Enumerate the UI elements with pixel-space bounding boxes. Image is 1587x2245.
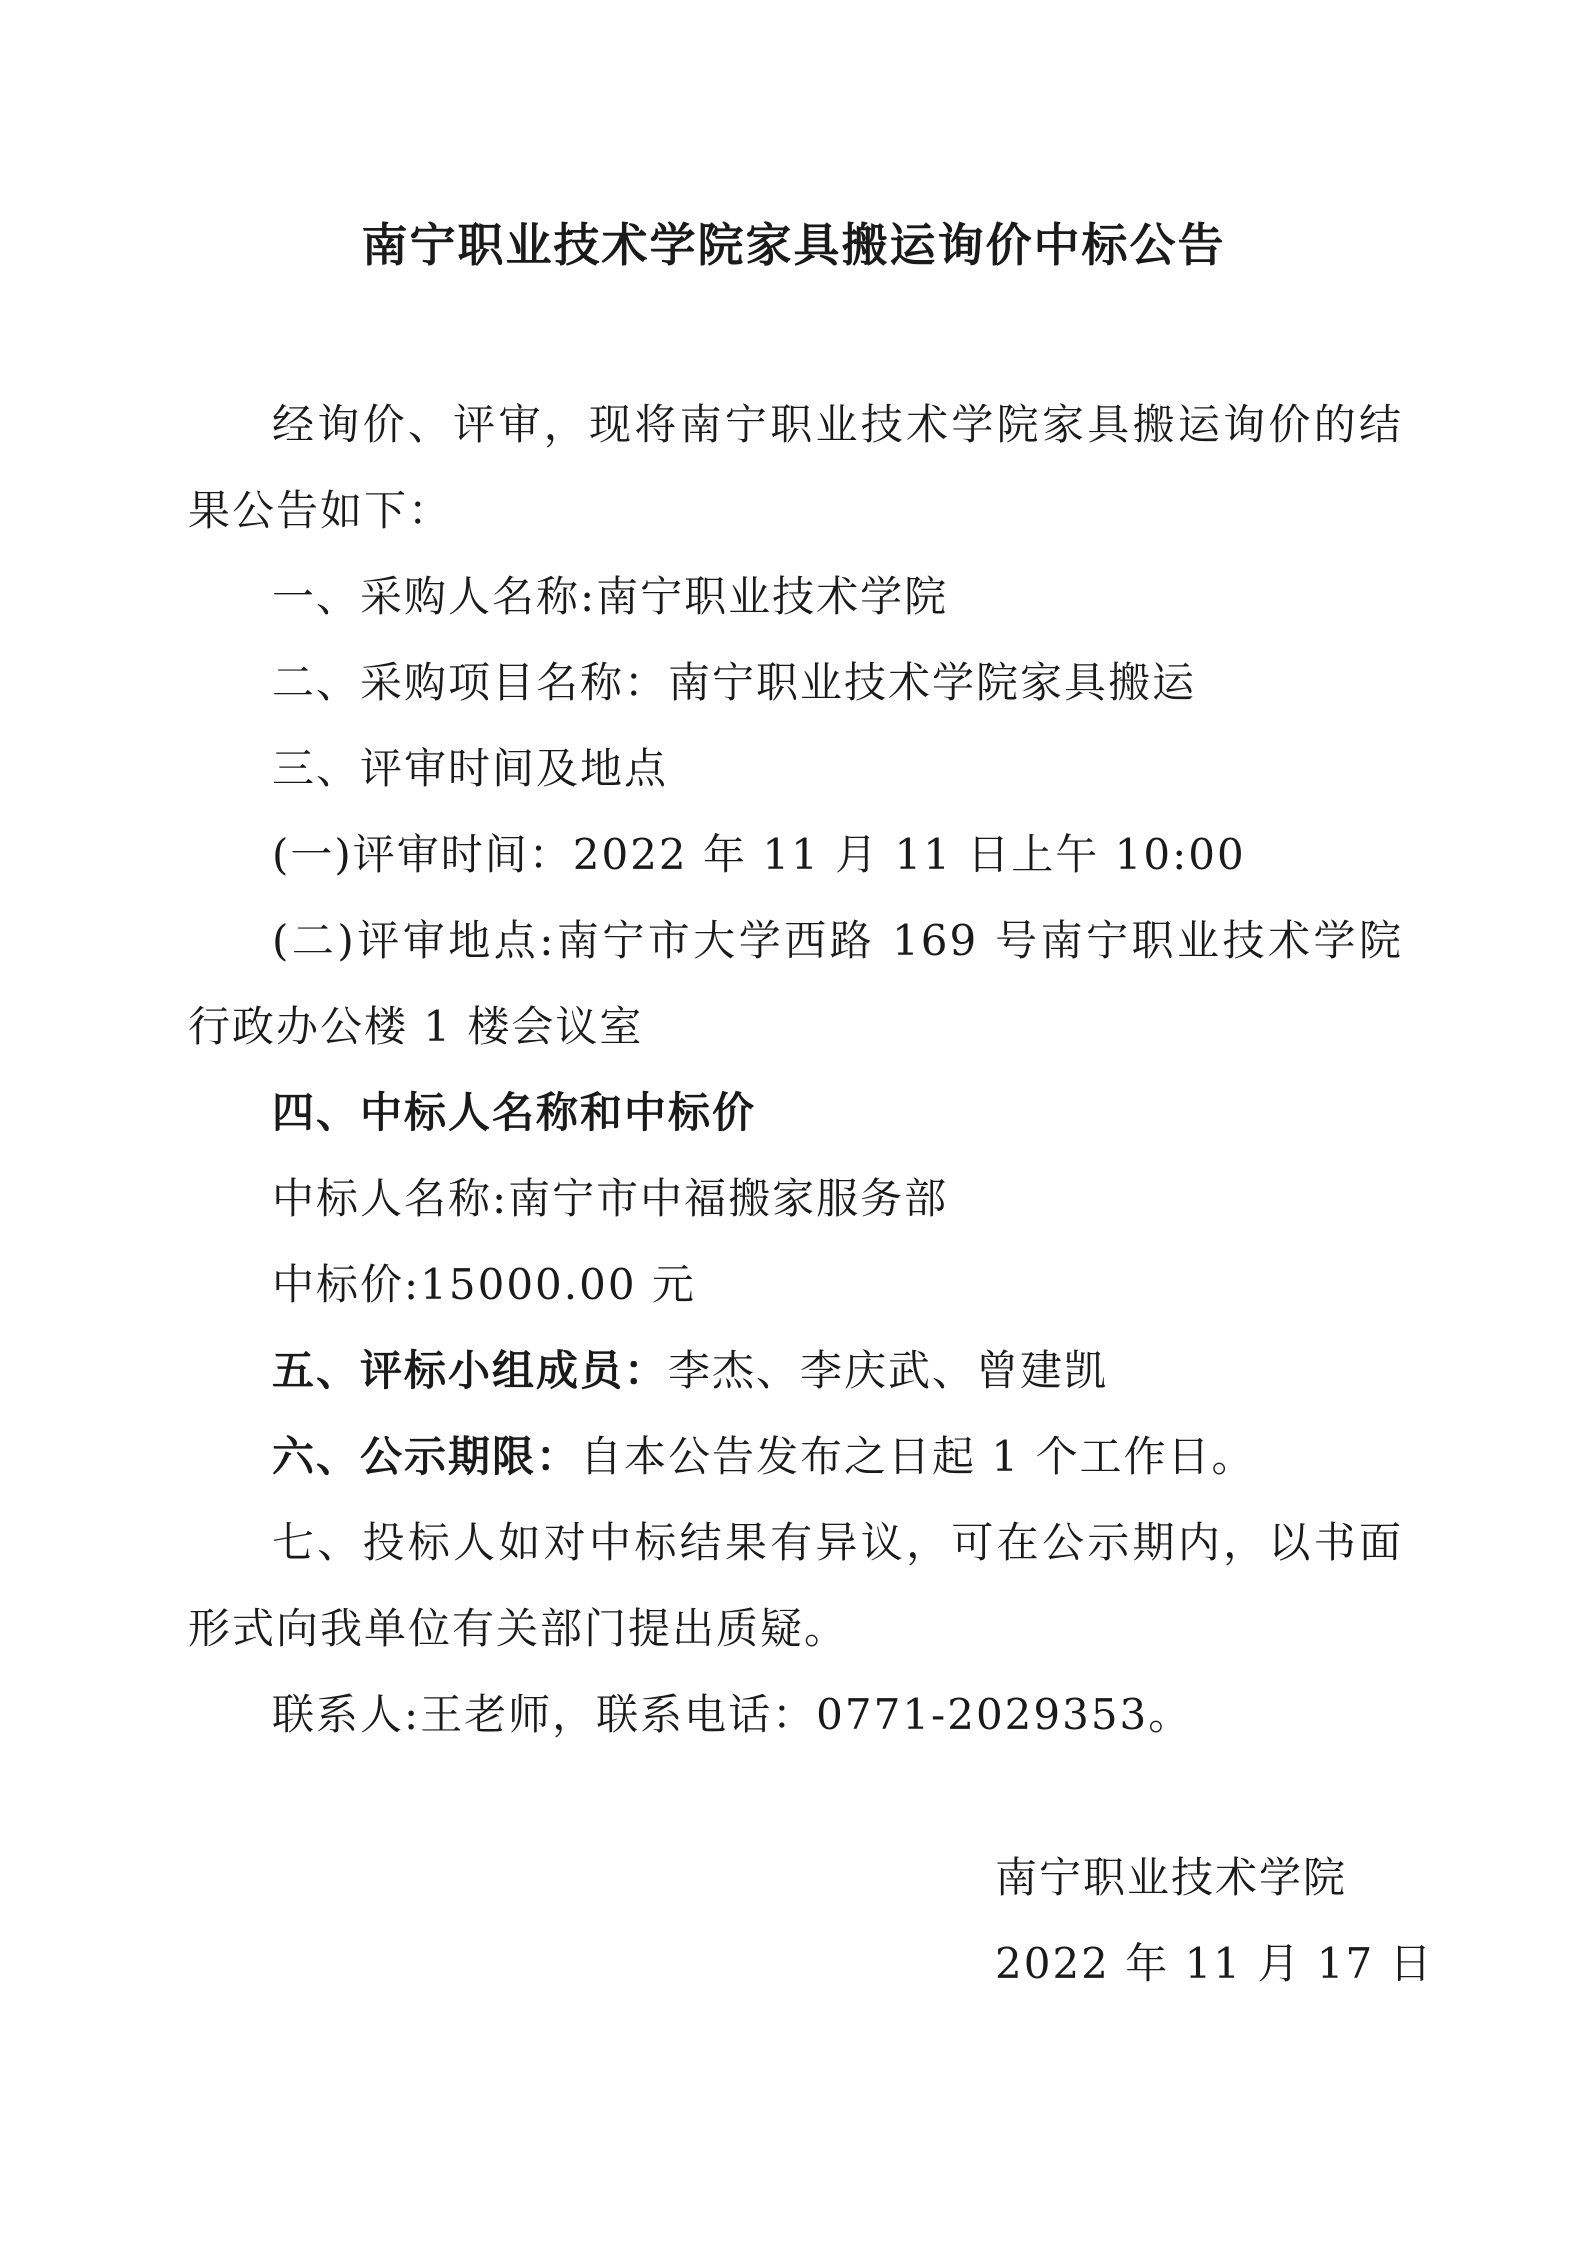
winner-heading: 四、中标人名称和中标价 (272, 1088, 757, 1137)
review-heading: 三、评审时间及地点 (272, 744, 669, 793)
intro-paragraph: 经询价、评审，现将南宁职业技术学院家具搬运询价的结果公告如下： (188, 400, 1403, 535)
committee-line (188, 1328, 1403, 1414)
review-place: (二)评审地点:南宁市大学西路 169 号南宁职业技术学院行政办公楼 1 楼会议室 (188, 916, 1403, 1051)
review-time: (一)评审时间：2022 年 11 月 11 日上午 10:00 (272, 830, 1246, 879)
signature-block (995, 1835, 1434, 2007)
purchaser-label: 一、采购人名称 (272, 572, 581, 621)
period-line (188, 1414, 1403, 1500)
page-title: 南宁职业技术学院家具搬运询价中标公告 (361, 218, 1226, 272)
purchaser-value: :南宁职业技术学院 (580, 572, 949, 621)
committee-label: 五、评标小组成员： (272, 1346, 669, 1395)
project-value: 南宁职业技术学院家具搬运 (668, 658, 1197, 707)
committee-value: 李杰、李庆武、曾建凯 (668, 1346, 1109, 1395)
period-value: 自本公告发布之日起 1 个工作日。 (580, 1432, 1256, 1481)
announcement-body (188, 382, 1403, 1758)
project-label: 二、采购项目名称： (272, 658, 669, 707)
signature-date: 2022 年 11 月 17 日 (995, 1939, 1434, 1988)
winner-name: 中标人名称:南宁市中福搬家服务部 (272, 1174, 949, 1223)
purchaser-line (188, 554, 1403, 640)
period-label: 六、公示期限： (272, 1432, 581, 1481)
objection-paragraph: 七、投标人如对中标结果有异议，可在公示期内，以书面形式向我单位有关部门提出质疑。 (188, 1518, 1403, 1653)
winner-price: 中标价:15000.00 元 (272, 1260, 696, 1309)
contact-line: 联系人:王老师，联系电话：0771-2029353。 (272, 1690, 1193, 1739)
signature-org: 南宁职业技术学院 (995, 1853, 1348, 1902)
project-line (188, 640, 1403, 726)
